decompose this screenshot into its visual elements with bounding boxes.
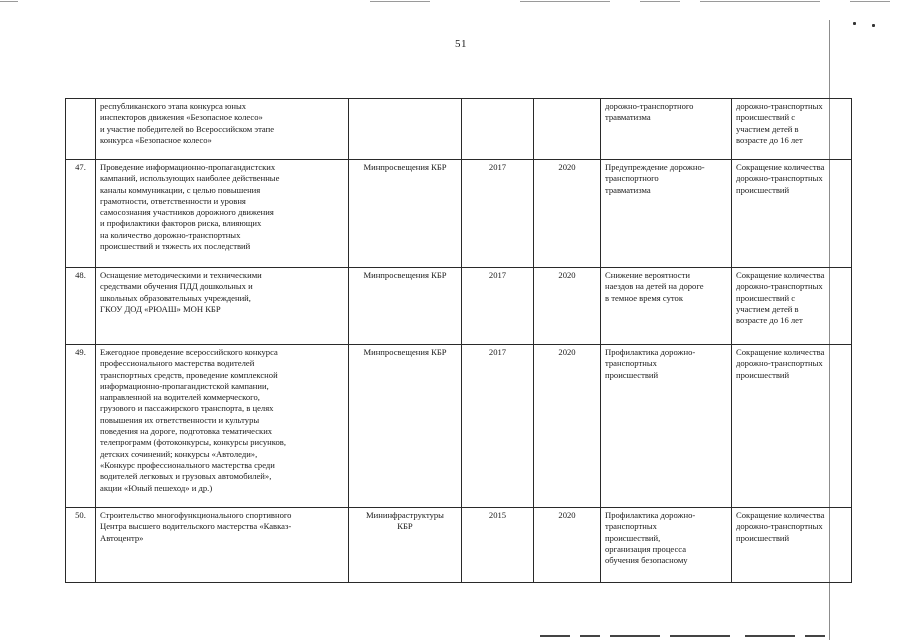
cell-text-line: Минпросвещения КБР (363, 347, 447, 357)
cell-text-line: и профилактики факторов риска, влияющих (100, 218, 262, 229)
cell-text-line: инспекторов движения «Безопасное колесо» (100, 112, 263, 123)
table-row (66, 160, 852, 268)
executor-cell (349, 99, 462, 160)
cell-text-line: Автоцентр» (100, 532, 144, 543)
cell-text-line: происшествий (736, 184, 790, 195)
cell-text-line: наездов на детей на дороге (605, 281, 704, 292)
cell-text-line: республиканского этапа конкурса юных (100, 101, 247, 111)
start-year-cell: 2017 (462, 345, 534, 508)
table-row (66, 508, 852, 583)
cell-text-line: средствами обучения ПДД дошкольных и (100, 281, 253, 292)
cell-text-line: телепрограмм (фотоконкурсы, конкурсы рисунков, (100, 437, 286, 448)
cell-text-line: самосознания участников дорожного движения (100, 207, 274, 218)
cell-text-line: в темное время суток (605, 292, 683, 303)
row-number: 47. (66, 160, 96, 268)
cell-text-line: транспортных средств, проведение комплексной (100, 369, 278, 380)
cell-text-line: Сокращение количества (736, 347, 825, 357)
executor-cell (349, 508, 462, 583)
cell-text-line: травматизма (605, 184, 651, 195)
cell-text-line: и участие победителей во Всероссийском этапе (100, 123, 275, 134)
end-year-cell (534, 99, 601, 160)
cell-text-line: дорожно-транспортных (736, 281, 823, 292)
cell-text-line: конкурса «Безопасное колесо» (100, 134, 212, 145)
row-number: 48. (66, 268, 96, 345)
cell-text-line: Сокращение количества (736, 270, 825, 280)
activity-cell (96, 99, 349, 160)
cell-text-line: участием детей в (736, 123, 799, 134)
cell-text-line: водителей легковых и грузовых автомобилей», (100, 471, 272, 482)
start-year-cell: 2017 (462, 268, 534, 345)
cell-text-line: Сокращение количества (736, 162, 825, 172)
cell-text-line: Сокращение количества (736, 510, 825, 520)
executor-cell (349, 268, 462, 345)
scan-dot (853, 22, 856, 25)
table-row (66, 345, 852, 508)
cell-text-line: дорожно-транспортного (605, 101, 694, 111)
indicator-cell (732, 268, 852, 345)
cell-text-line: школьных образовательных учреждений, (100, 292, 251, 303)
expected-result-cell (601, 99, 732, 160)
cell-text-line: профессионального мастерства водителей (100, 358, 255, 369)
cell-text-line: грузового и пассажирского транспорта, в целях (100, 403, 274, 414)
cell-text-line: поведения на дороге, подготовка тематических (100, 426, 273, 437)
cell-text-line: транспортных (605, 358, 657, 369)
measures-table (65, 98, 852, 583)
cell-text-line: происшествий, (605, 532, 661, 543)
cell-text-line: происшествий и тяжесть их последствий (100, 241, 251, 252)
end-year-cell: 2020 (534, 345, 601, 508)
cell-text-line: дорожно-транспортных (736, 521, 823, 532)
table-row (66, 268, 852, 345)
cell-text-line: происшествий (736, 532, 790, 543)
row-number: 49. (66, 345, 96, 508)
cell-text-line: Профилактика дорожно- (605, 347, 696, 357)
cell-text-line: происшествий (605, 369, 659, 380)
start-year-cell: 2017 (462, 160, 534, 268)
end-year-cell: 2020 (534, 160, 601, 268)
activity-cell (96, 508, 349, 583)
cell-text-line: Минпросвещения КБР (363, 270, 447, 280)
cell-text-line: возрасте до 16 лет (736, 315, 803, 326)
expected-result-cell (601, 160, 732, 268)
end-year-cell: 2020 (534, 508, 601, 583)
cell-text-line: происшествий с (736, 112, 796, 123)
activity-cell (96, 345, 349, 508)
scan-footer-marks (540, 634, 840, 638)
cell-text-line: травматизма (605, 112, 651, 123)
cell-text-line: транспортного (605, 173, 659, 184)
cell-text-line: возрасте до 16 лет (736, 134, 803, 145)
cell-text-line: организация процесса (605, 543, 687, 554)
cell-text-line: Оснащение методическими и техническими (100, 270, 262, 280)
executor-cell (349, 345, 462, 508)
cell-text-line: транспортных (605, 521, 657, 532)
scan-header-marks (0, 0, 905, 6)
expected-result-cell (601, 268, 732, 345)
cell-text-line: дорожно-транспортных (736, 173, 823, 184)
expected-result-cell (601, 508, 732, 583)
cell-text-line: Проведение информационно-пропагандистских (100, 162, 276, 172)
cell-text-line: обучения безопасному (605, 555, 688, 566)
cell-text-line: кампаний, использующих наиболее действенные (100, 173, 280, 184)
activity-cell (96, 160, 349, 268)
cell-text-line: каналы коммуникации, с целью повышения (100, 184, 261, 195)
row-number (66, 99, 96, 160)
indicator-cell (732, 160, 852, 268)
executor-cell (349, 160, 462, 268)
cell-text-line: Центра высшего водительского мастерства «Кавказ- (100, 521, 292, 532)
cell-text-line: Предупреждение дорожно- (605, 162, 705, 172)
start-year-cell: 2015 (462, 508, 534, 583)
indicator-cell (732, 99, 852, 160)
scan-dot (872, 24, 875, 27)
cell-text-line: грамотности, ответственности и уровня (100, 195, 246, 206)
indicator-cell (732, 508, 852, 583)
cell-text-line: информационно-пропагандистской кампании, (100, 380, 269, 391)
cell-text-line: КБР (397, 521, 413, 532)
cell-text-line: акции «Юный пешеход» и др.) (100, 482, 213, 493)
row-number: 50. (66, 508, 96, 583)
cell-text-line: происшествий (736, 369, 790, 380)
cell-text-line: Минпросвещения КБР (363, 162, 447, 172)
cell-text-line: ГКОУ ДОД «РЮАШ» МОН КБР (100, 303, 221, 314)
cell-text-line: Ежегодное проведение всероссийского конкурса (100, 347, 278, 357)
start-year-cell (462, 99, 534, 160)
cell-text-line: Профилактика дорожно- (605, 510, 696, 520)
end-year-cell: 2020 (534, 268, 601, 345)
activity-cell (96, 268, 349, 345)
indicator-cell (732, 345, 852, 508)
cell-text-line: Мининфраструктуры (366, 510, 444, 520)
cell-text-line: детских сочинений; конкурсы «Автоледи», (100, 448, 258, 459)
cell-text-line: Строительство многофункционального спортивного (100, 510, 292, 520)
cell-text-line: направленной на водителей коммерческого, (100, 392, 260, 403)
cell-text-line: происшествий с (736, 292, 796, 303)
cell-text-line: «Конкурс профессионального мастерства среди (100, 459, 275, 470)
expected-result-cell (601, 345, 732, 508)
cell-text-line: дорожно-транспортных (736, 101, 823, 111)
table-row (66, 99, 852, 160)
cell-text-line: повышения их ответственности и культуры (100, 414, 260, 425)
cell-text-line: участием детей в (736, 303, 799, 314)
cell-text-line: дорожно-транспортных (736, 358, 823, 369)
cell-text-line: Снижение вероятности (605, 270, 690, 280)
cell-text-line: на количество дорожно-транспортных (100, 229, 241, 240)
